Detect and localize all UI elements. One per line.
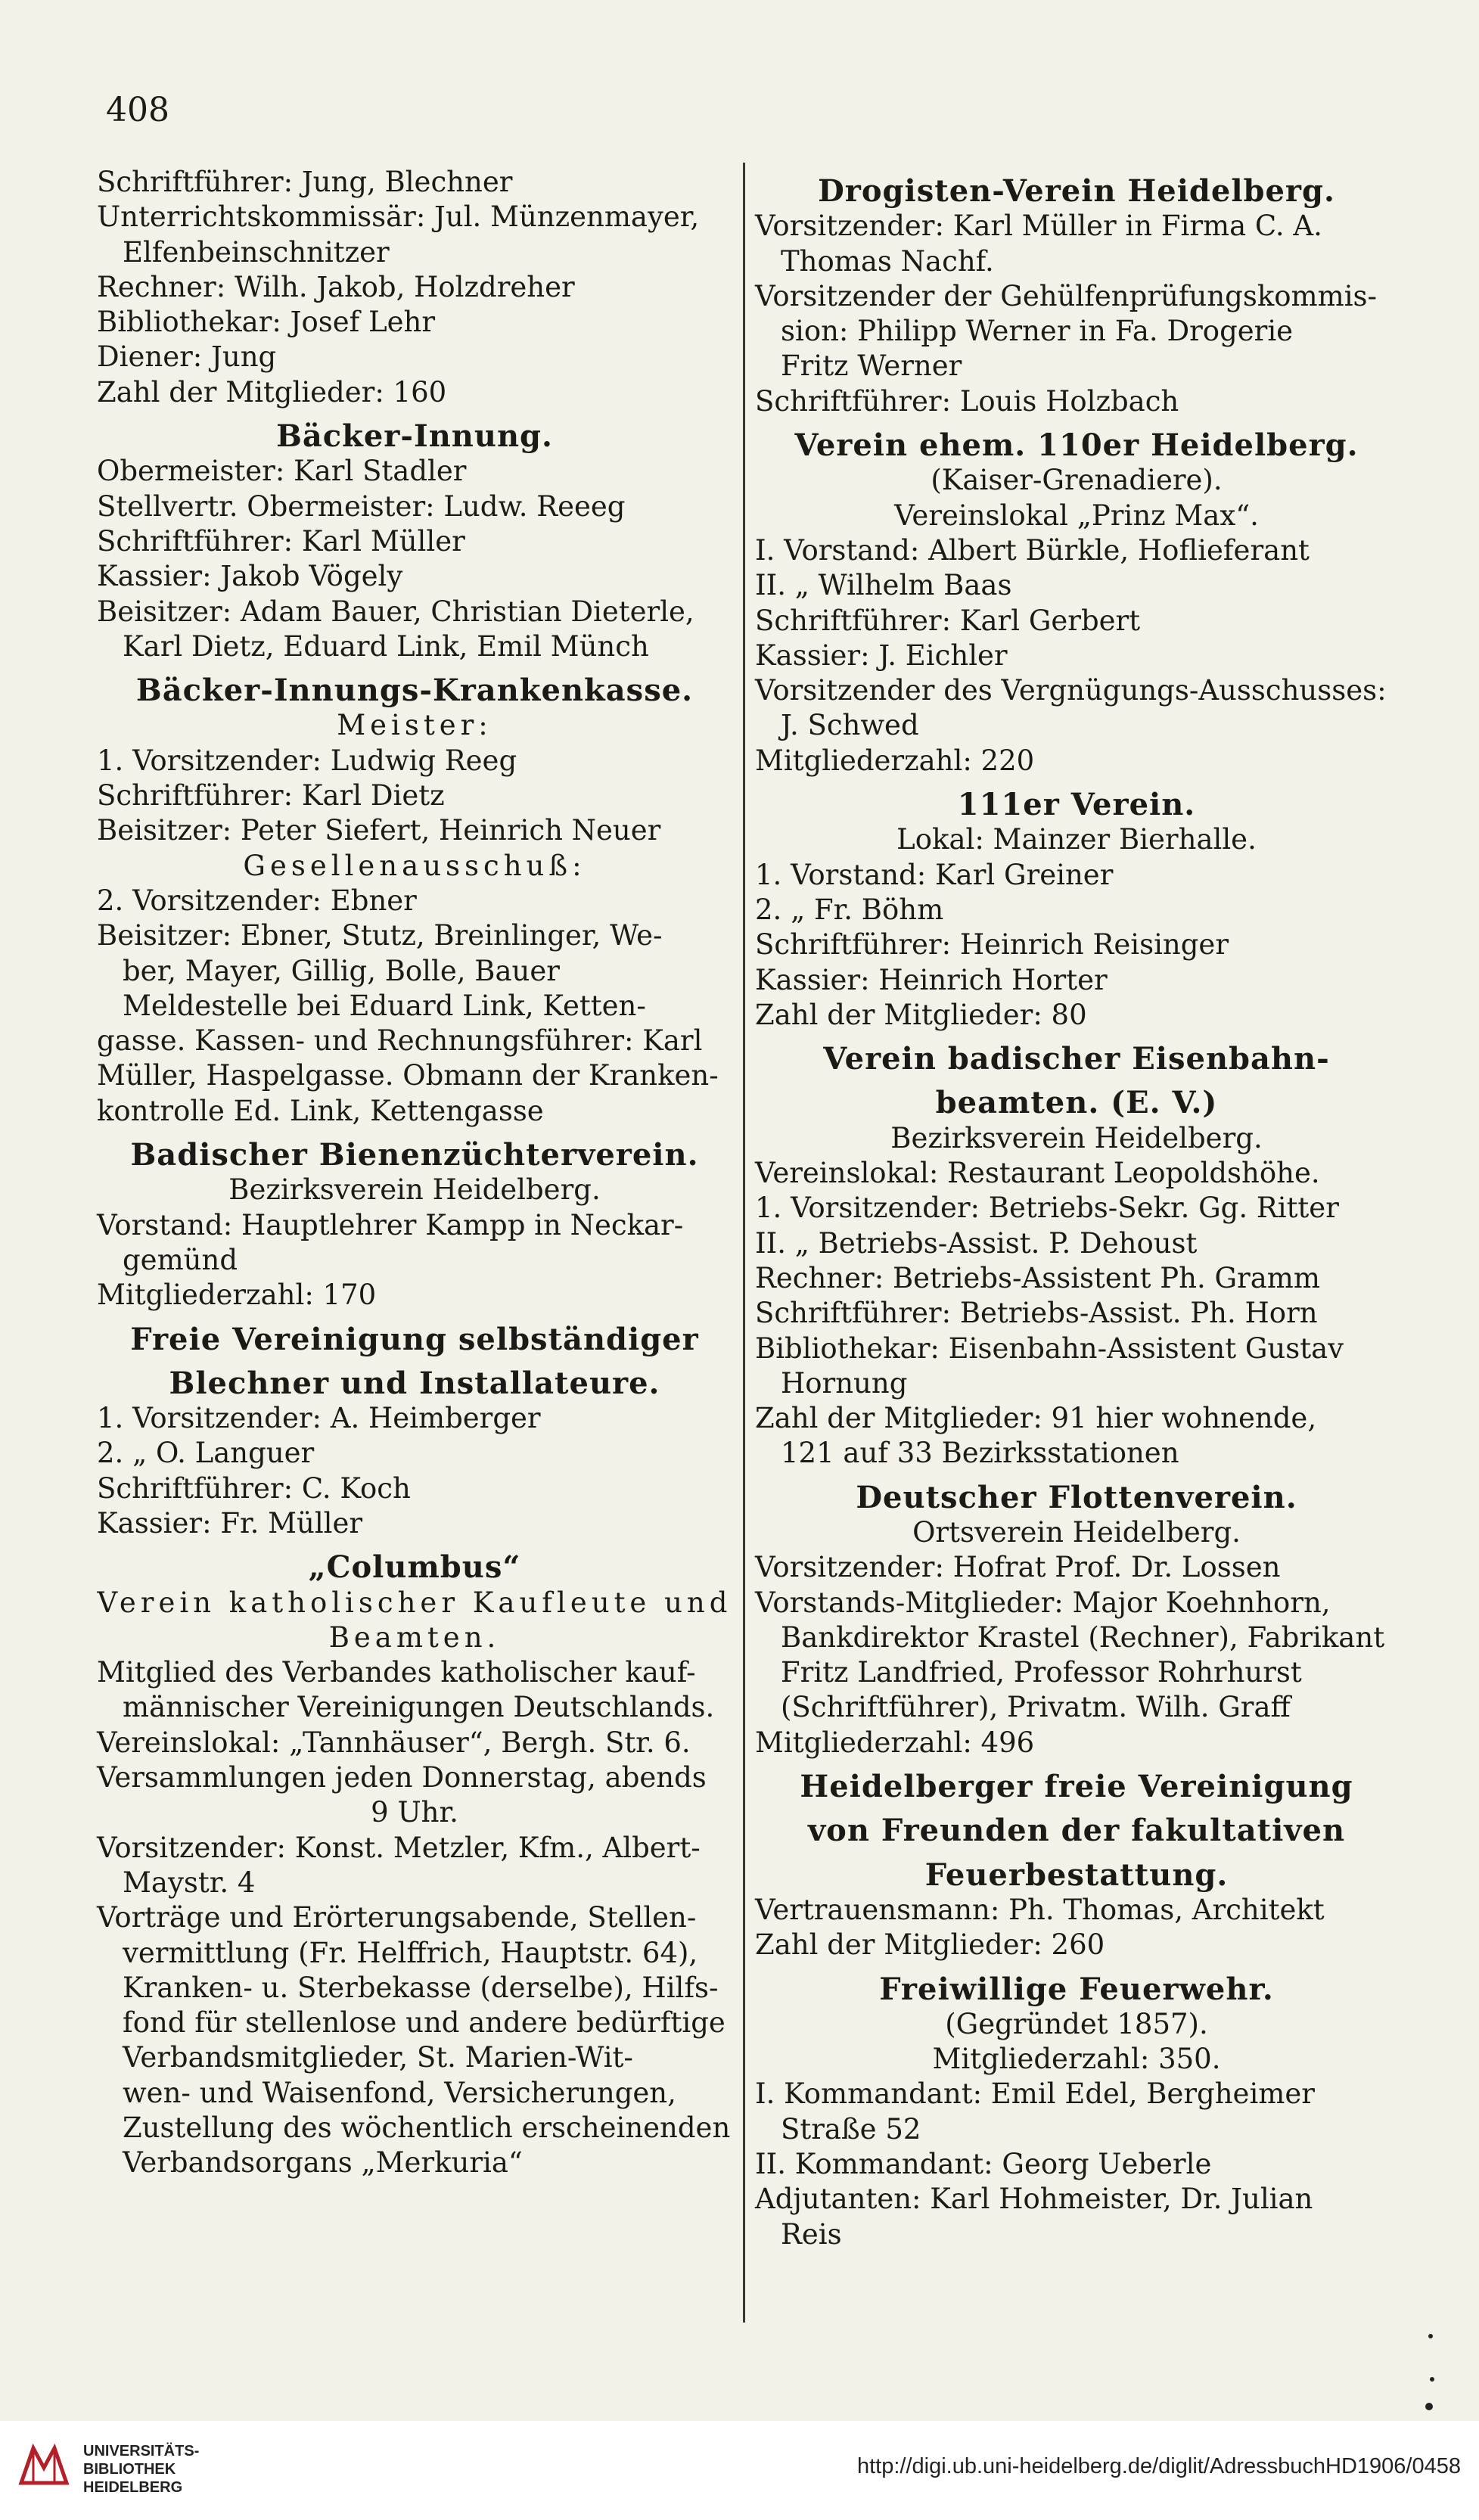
text-line: I. Vorstand: Albert Bürkle, Hoflieferant xyxy=(755,533,1310,567)
text-line: 1. Vorstand: Karl Greiner xyxy=(755,858,1114,891)
text-line: Schriftführer: Jung, Blechner xyxy=(97,166,513,198)
text-line: 1. Vorsitzender: Ludwig Reeg xyxy=(97,744,517,777)
text-line: Bezirksverein Heidelberg. xyxy=(228,1173,601,1207)
section-heading: Drogisten-Verein Heidelberg. xyxy=(818,173,1335,209)
section-heading: Freiwillige Feuerwehr. xyxy=(879,1971,1274,2007)
margin-mark xyxy=(1428,2334,1433,2338)
text-line: Kassier: J. Eichler xyxy=(755,639,1008,672)
text-line: Stellvertr. Obermeister: Ludw. Reeeg xyxy=(97,489,626,523)
text-line: Mitgliederzahl: 350. xyxy=(932,2043,1221,2076)
margin-mark xyxy=(1425,2403,1433,2410)
section-heading: Blechner und Installateure. xyxy=(169,1365,660,1401)
text-line: Vorsitzender: Konst. Metzler, Kfm., Albert- xyxy=(97,1831,701,1864)
footer-bar xyxy=(0,2421,1479,2520)
text-line: Zustellung des wöchentlich erscheinenden xyxy=(123,2111,731,2145)
text-line: Ortsverein Heidelberg. xyxy=(912,1515,1241,1549)
text-line: J. Schwed xyxy=(781,709,919,742)
text-line: wen- und Waisenfond, Versicherungen, xyxy=(123,2076,676,2109)
column-divider xyxy=(743,163,745,2323)
text-line: Unterrichtskommissär: Jul. Münzenmayer, xyxy=(97,200,700,234)
text-line: Müller, Haspelgasse. Obmann der Kranken- xyxy=(97,1059,719,1092)
text-line: Vorsitzender der Gehülfenprüfungskommis- xyxy=(755,279,1378,312)
text-line: Kassier: Heinrich Horter xyxy=(755,963,1108,996)
text-line: 1. Vorsitzender: A. Heimberger xyxy=(97,1402,541,1435)
text-line: Schriftführer: Karl Dietz xyxy=(97,779,445,813)
text-line: Verbandsorgans „Merkuria“ xyxy=(123,2146,523,2180)
section-heading: Freie Vereinigung selbständiger xyxy=(130,1321,699,1357)
text-line: Zahl der Mitglieder: 260 xyxy=(755,1928,1105,1962)
text-line: 2. „ O. Languer xyxy=(97,1437,315,1470)
text-line: Meister: xyxy=(337,709,492,742)
text-line: Mitgliederzahl: 220 xyxy=(755,744,1035,777)
text-line: Kranken- u. Sterbekasse (derselbe), Hilfs- xyxy=(123,1971,719,2004)
section-heading: von Freunden der fakultativen xyxy=(807,1813,1346,1849)
text-line: Reis xyxy=(781,2217,842,2251)
text-line: Rechner: Wilh. Jakob, Holzdreher xyxy=(97,270,575,303)
section-heading: Feuerbestattung. xyxy=(924,1857,1229,1893)
text-line: Zahl der Mitglieder: 160 xyxy=(97,375,447,409)
text-line: II. Kommandant: Georg Ueberle xyxy=(755,2148,1212,2181)
section-heading: Bäcker-Innungs-Krankenkasse. xyxy=(135,673,694,709)
library-name-line: BIBLIOTHEK xyxy=(83,2461,176,2478)
text-line: (Gegründet 1857). xyxy=(945,2007,1208,2040)
text-line: Schriftführer: C. Koch xyxy=(97,1471,411,1505)
text-line: Schriftführer: Karl Gerbert xyxy=(755,604,1141,637)
text-line: Verein katholischer Kaufleute und xyxy=(97,1586,732,1619)
text-line: kontrolle Ed. Link, Kettengasse xyxy=(97,1094,544,1127)
text-line: Beisitzer: Peter Siefert, Heinrich Neuer xyxy=(97,814,661,847)
text-line: Vorsitzender: Hofrat Prof. Dr. Lossen xyxy=(755,1551,1281,1584)
text-line: Zahl der Mitglieder: 80 xyxy=(755,998,1087,1031)
right-column xyxy=(755,165,1398,2252)
text-line: Bankdirektor Krastel (Rechner), Fabrikant xyxy=(781,1620,1385,1654)
text-line: Mitglied des Verbandes katholischer kauf- xyxy=(97,1656,696,1689)
section-heading: „Columbus“ xyxy=(308,1549,521,1586)
section-heading: Badischer Bienenzüchterverein. xyxy=(130,1137,699,1173)
text-line: Mitgliederzahl: 496 xyxy=(755,1726,1035,1759)
text-line: Vorsitzender des Vergnügungs-Ausschusses: xyxy=(755,674,1387,707)
text-line: Rechner: Betriebs-Assistent Ph. Gramm xyxy=(755,1261,1320,1294)
text-line: Obermeister: Karl Stadler xyxy=(97,455,467,488)
library-name-line: UNIVERSITÄTS- xyxy=(83,2443,200,2459)
text-line: Vereinslokal: Restaurant Leopoldshöhe. xyxy=(755,1157,1320,1190)
text-line: Thomas Nachf. xyxy=(781,244,994,278)
text-line: 121 auf 33 Bezirksstationen xyxy=(781,1437,1179,1470)
text-line: Karl Dietz, Eduard Link, Emil Münch xyxy=(123,629,649,663)
text-line: II. „ Betriebs-Assist. P. Dehoust xyxy=(755,1226,1198,1260)
text-line: vermittlung (Fr. Helffrich, Hauptstr. 64), xyxy=(123,1936,698,1969)
section-heading: beamten. (E. V.) xyxy=(935,1085,1218,1121)
text-line: gemünd xyxy=(123,1243,238,1276)
text-line: Gesellenausschuß: xyxy=(243,849,586,882)
text-line: (Schriftführer), Privatm. Wilh. Graff xyxy=(781,1691,1291,1724)
text-line: männischer Vereinigungen Deutschlands. xyxy=(123,1691,715,1724)
text-line: Vorsitzender: Karl Müller in Firma C. A. xyxy=(755,210,1322,243)
page-number: 408 xyxy=(106,91,169,129)
text-line: Vorstand: Hauptlehrer Kampp in Neckar- xyxy=(97,1208,684,1241)
section-heading: Verein badischer Eisenbahn- xyxy=(823,1041,1330,1077)
text-line: Zahl der Mitglieder: 91 hier wohnende, xyxy=(755,1402,1317,1435)
text-line: Hornung xyxy=(781,1366,908,1400)
section-heading: Bäcker-Innung. xyxy=(276,418,553,455)
text-line: Beisitzer: Ebner, Stutz, Breinlinger, We- xyxy=(97,919,663,952)
text-line: Beamten. xyxy=(328,1620,501,1654)
library-logo-icon xyxy=(17,2438,71,2492)
text-line: Versammlungen jeden Donnerstag, abends xyxy=(97,1761,707,1794)
text-line: Diener: Jung xyxy=(97,340,277,374)
section-heading: Deutscher Flottenverein. xyxy=(856,1479,1297,1515)
text-line: Schriftführer: Heinrich Reisinger xyxy=(755,928,1229,962)
text-line: Vorstands-Mitglieder: Major Koehnhorn, xyxy=(755,1586,1331,1619)
text-line: 2. „ Fr. Böhm xyxy=(755,893,944,926)
text-line: Beisitzer: Adam Bauer, Christian Dieterle, xyxy=(97,595,694,628)
library-name xyxy=(83,2442,199,2497)
text-line: Meldestelle bei Eduard Link, Ketten- xyxy=(123,989,646,1022)
text-line: Schriftführer: Karl Müller xyxy=(97,524,465,558)
text-line: Mitgliederzahl: 170 xyxy=(97,1279,377,1312)
text-line: Elfenbeinschnitzer xyxy=(123,235,390,269)
text-line: Adjutanten: Karl Hohmeister, Dr. Julian xyxy=(755,2183,1313,2216)
text-line: Straße 52 xyxy=(781,2112,921,2146)
text-line: Fritz Werner xyxy=(781,350,962,383)
section-heading: 111er Verein. xyxy=(957,787,1196,823)
text-line: 1. Vorsitzender: Betriebs-Sekr. Gg. Ritter xyxy=(755,1192,1339,1225)
left-column xyxy=(97,165,732,2181)
text-line: Bezirksverein Heidelberg. xyxy=(890,1121,1263,1154)
text-line: Maystr. 4 xyxy=(123,1866,256,1899)
text-line: sion: Philipp Werner in Fa. Drogerie xyxy=(781,315,1294,348)
text-line: Kassier: Jakob Vögely xyxy=(97,560,403,593)
source-url-link[interactable]: http://digi.ub.uni-heidelberg.de/diglit/AdressbuchHD1906/0458 xyxy=(856,2454,1461,2478)
section-heading: Heidelberger freie Vereinigung xyxy=(800,1769,1353,1805)
text-line: Vereinslokal: „Tannhäuser“, Bergh. Str. 6. xyxy=(97,1726,691,1759)
text-line: 2. Vorsitzender: Ebner xyxy=(97,884,417,917)
text-line: Kassier: Fr. Müller xyxy=(97,1506,363,1540)
text-line: Schriftführer: Louis Holzbach xyxy=(755,384,1179,418)
section-heading: Verein ehem. 110er Heidelberg. xyxy=(794,427,1359,464)
text-line: Vereinslokal „Prinz Max“. xyxy=(894,499,1259,532)
text-line: Fritz Landfried, Professor Rohrhurst xyxy=(781,1656,1302,1689)
text-line: ber, Mayer, Gillig, Bolle, Bauer xyxy=(123,954,560,987)
text-line: Lokal: Mainzer Bierhalle. xyxy=(896,823,1257,856)
text-line: Verbandsmitglieder, St. Marien-Wit- xyxy=(123,2041,633,2074)
margin-mark xyxy=(1430,2377,1434,2382)
text-line: I. Kommandant: Emil Edel, Bergheimer xyxy=(755,2077,1315,2111)
library-name-line: HEIDELBERG xyxy=(83,2479,183,2496)
text-line: Bibliothekar: Josef Lehr xyxy=(97,306,436,339)
text-line: 9 Uhr. xyxy=(371,1796,458,1829)
text-line: Vertrauensmann: Ph. Thomas, Architekt xyxy=(755,1893,1325,1926)
text-line: Bibliothekar: Eisenbahn-Assistent Gustav xyxy=(755,1331,1344,1365)
text-line: fond für stellenlose und andere bedürftige xyxy=(123,2006,726,2040)
text-line: (Kaiser-Grenadiere). xyxy=(931,464,1223,497)
text-line: gasse. Kassen- und Rechnungsführer: Karl xyxy=(97,1024,703,1058)
text-line: Schriftführer: Betriebs-Assist. Ph. Horn xyxy=(755,1297,1318,1330)
text-line: II. „ Wilhelm Baas xyxy=(755,569,1012,602)
text-line: Vorträge und Erörterungsabende, Stellen- xyxy=(97,1901,697,1934)
